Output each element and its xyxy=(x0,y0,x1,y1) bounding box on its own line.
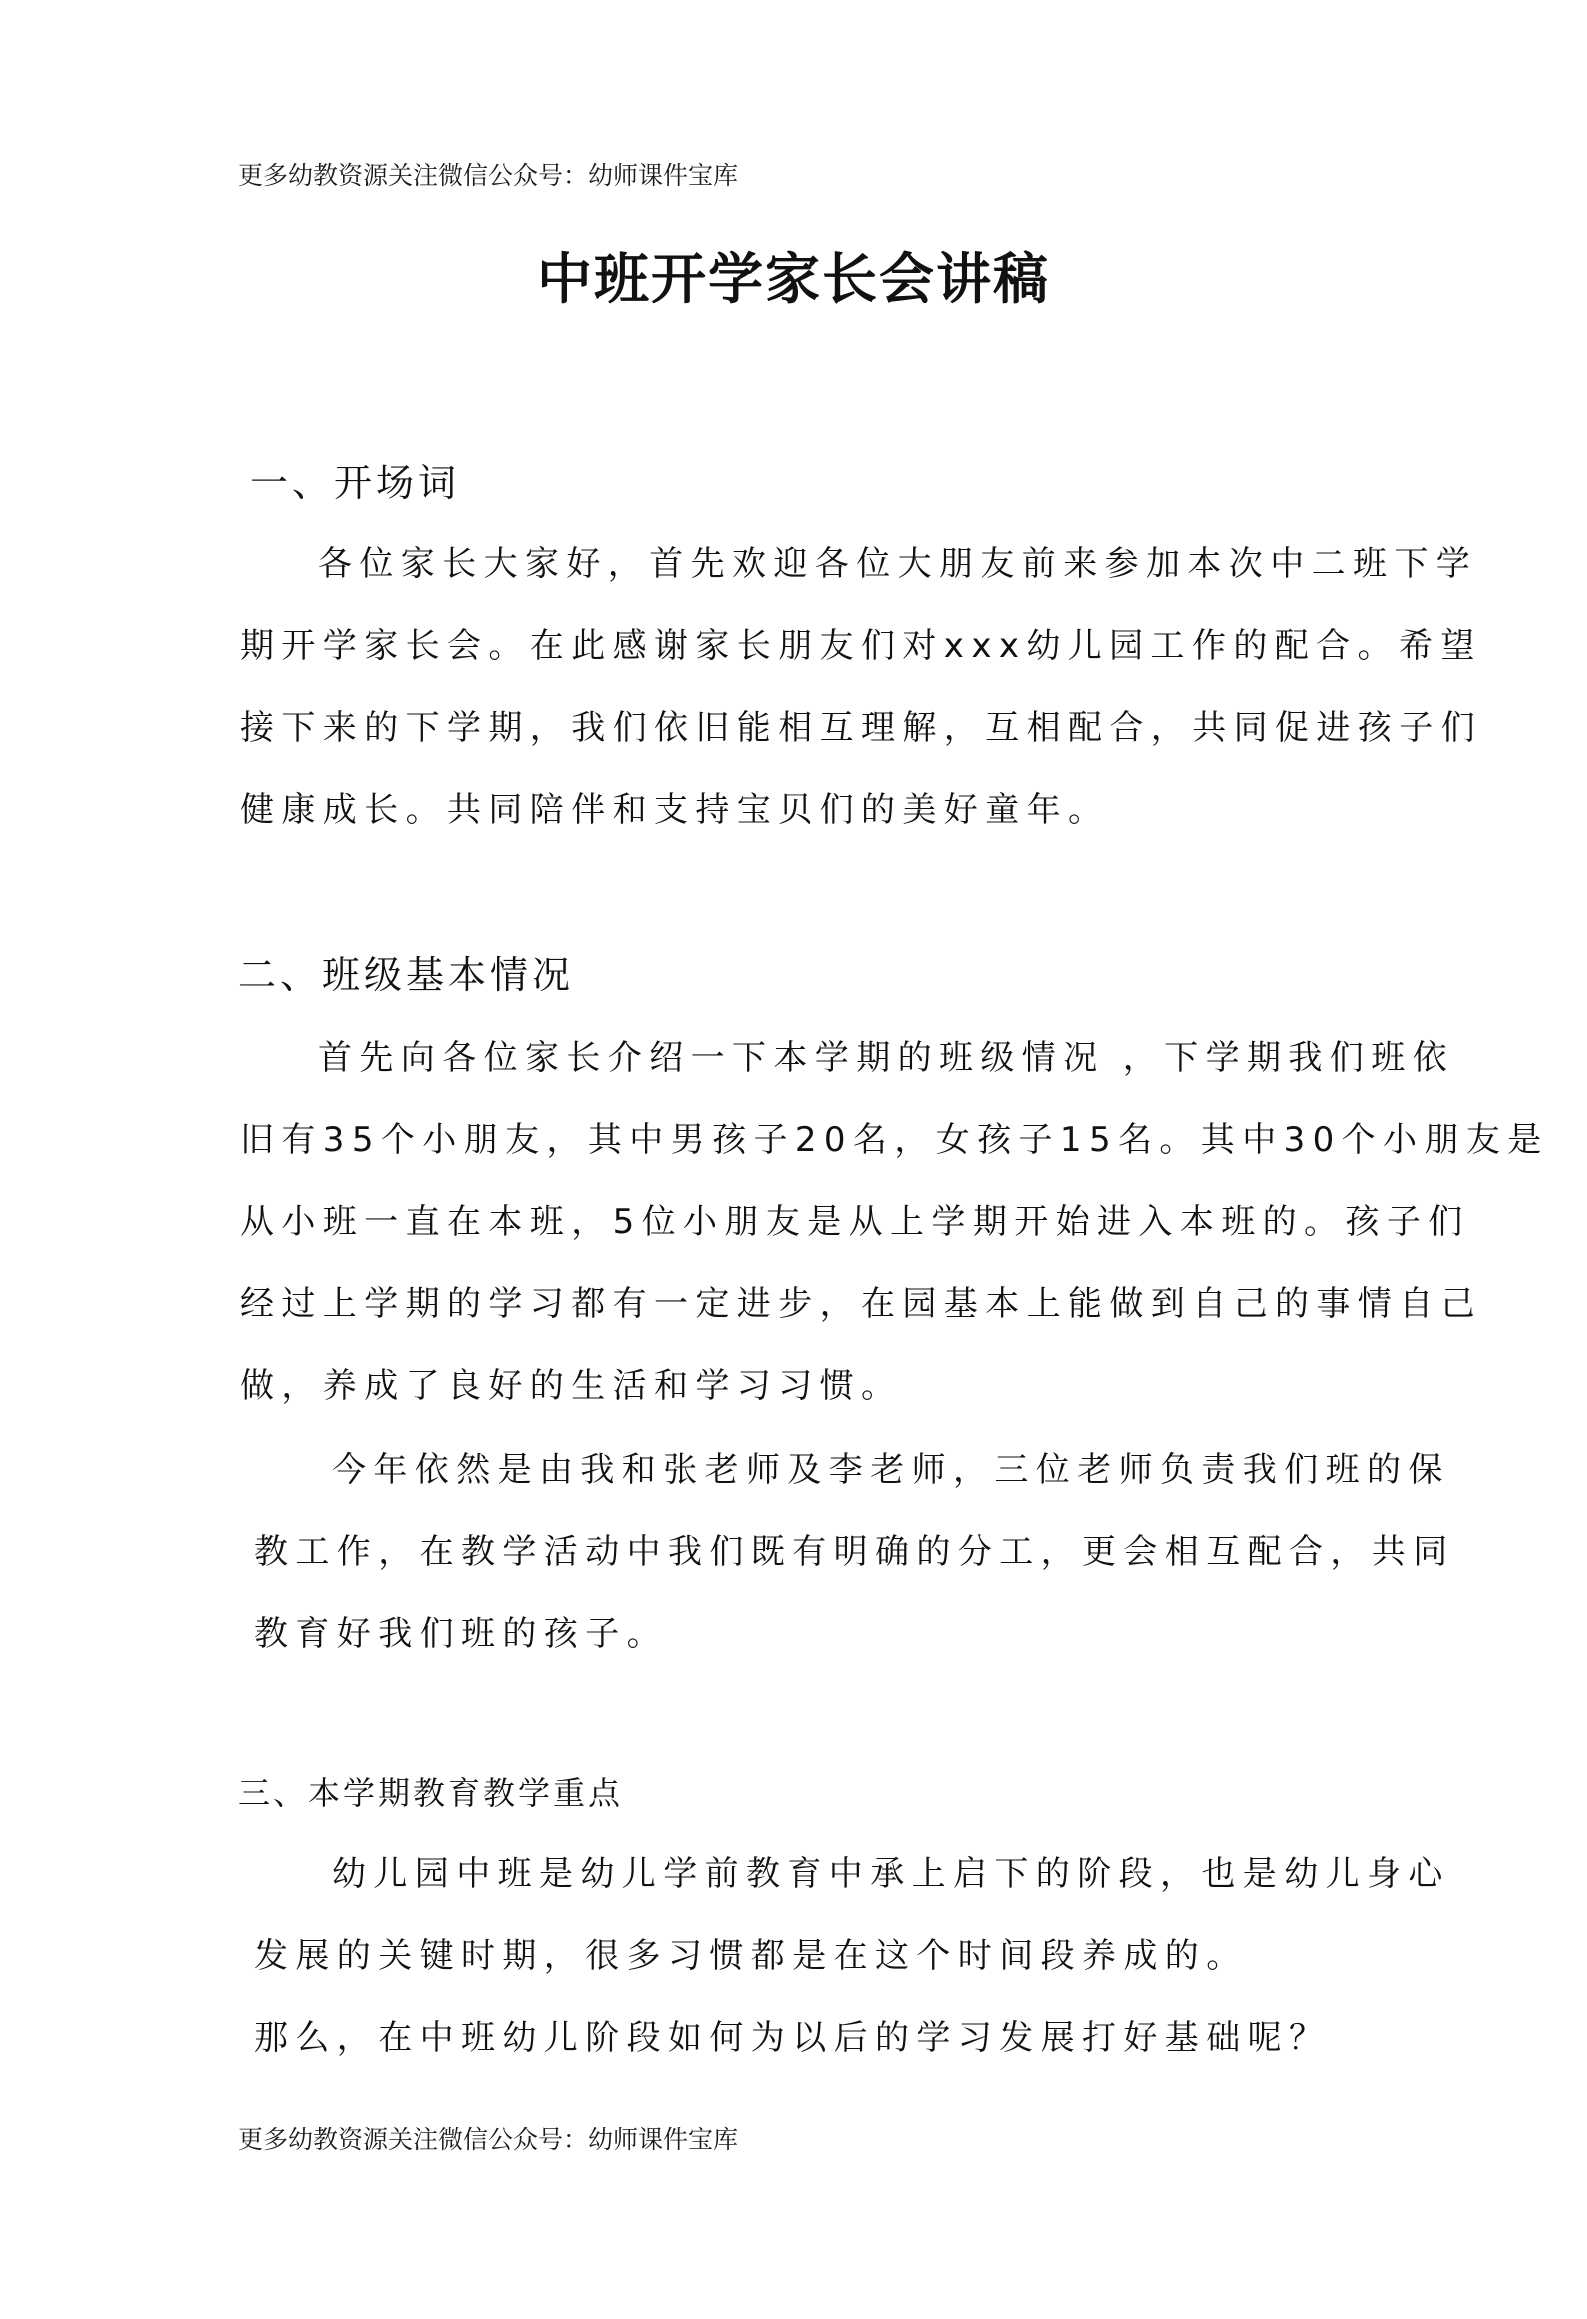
header-watermark: 更多幼教资源关注微信公众号：幼师课件宝库 xyxy=(238,161,739,190)
paragraph-line: 健康成长。共同陪伴和支持宝贝们的美好童年。 xyxy=(240,790,1110,830)
paragraph-line: 发展的关键时期，很多习惯都是在这个时间段养成的。 xyxy=(254,1936,1248,1976)
footer-watermark: 更多幼教资源关注微信公众号：幼师课件宝库 xyxy=(238,2125,739,2154)
paragraph-line: 期开学家长会。在此感谢家长朋友们对xxx幼儿园工作的配合。希望 xyxy=(240,626,1482,666)
paragraph-line: 首先向各位家长介绍一下本学期的班级情况 ，下学期我们班依 xyxy=(318,1038,1455,1078)
paragraph-line: 今年依然是由我和张老师及李老师，三位老师负责我们班的保 xyxy=(332,1450,1450,1490)
paragraph-line: 幼儿园中班是幼儿学前教育中承上启下的阶段，也是幼儿身心 xyxy=(332,1854,1450,1894)
paragraph-line: 做，养成了良好的生活和学习习惯。 xyxy=(240,1366,903,1406)
paragraph-line: 教育好我们班的孩子。 xyxy=(254,1614,668,1654)
paragraph-line: 从小班一直在本班，5位小朋友是从上学期开始进入本班的。孩子们 xyxy=(240,1202,1470,1242)
paragraph-line: 接下来的下学期，我们依旧能相互理解，互相配合，共同促进孩子们 xyxy=(240,708,1482,748)
paragraph-line: 那么，在中班幼儿阶段如何为以后的学习发展打好基础呢？ xyxy=(254,2018,1331,2058)
section-heading: 一、开场词 xyxy=(250,461,461,505)
section-heading: 二、班级基本情况 xyxy=(238,953,575,997)
paragraph-line: 各位家长大家好，首先欢迎各位大朋友前来参加本次中二班下学 xyxy=(318,544,1478,584)
document-title: 中班开学家长会讲稿 xyxy=(536,246,1050,311)
paragraph-line: 教工作，在教学活动中我们既有明确的分工，更会相互配合，共同 xyxy=(254,1532,1455,1572)
paragraph-line: 旧有35个小朋友，其中男孩子20名，女孩子15名。其中30个小朋友是 xyxy=(240,1120,1549,1160)
paragraph-line: 经过上学期的学习都有一定进步，在园基本上能做到自己的事情自己 xyxy=(240,1284,1482,1324)
section-heading: 三、本学期教育教学重点 xyxy=(238,1774,624,1812)
